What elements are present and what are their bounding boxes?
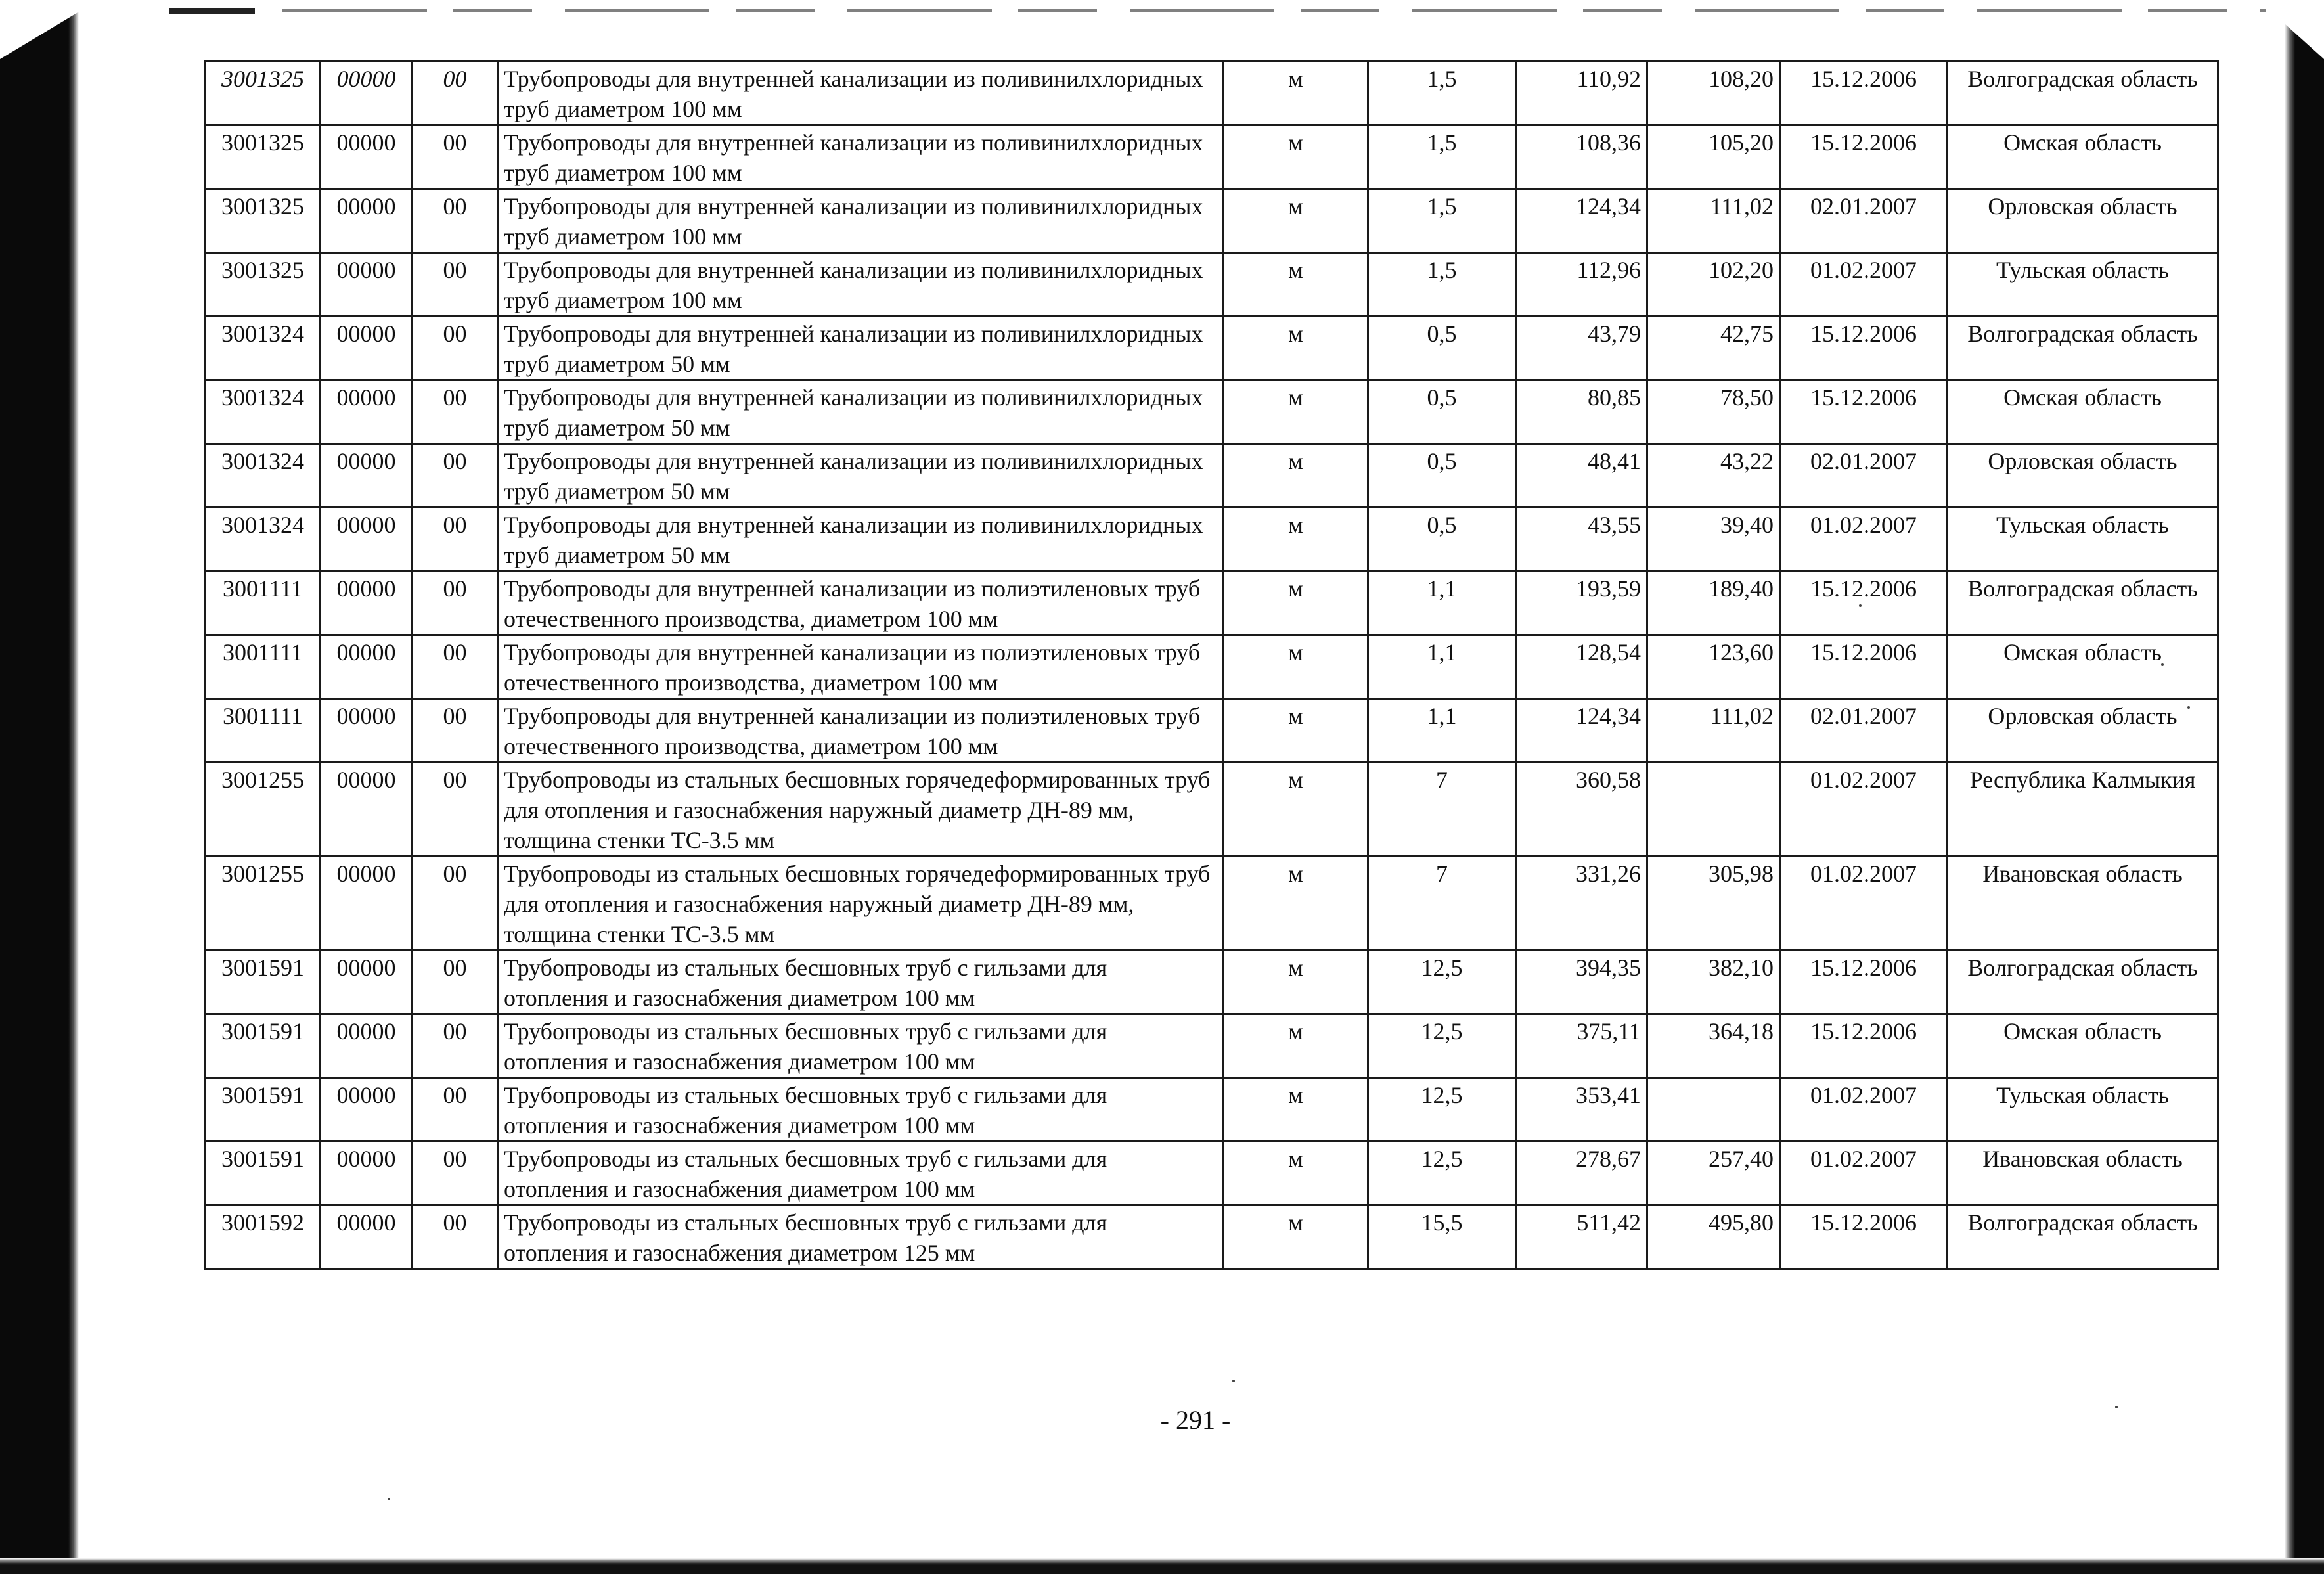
resource-code-cell: 3001255 bbox=[206, 763, 321, 857]
unit-cell: м bbox=[1224, 951, 1368, 1014]
resource-name-cell: Трубопроводы из стальных бесшовных горячедеформированных труб для отопления и газоснабжения наружный диаметр ДН-89 мм, толщина стенки ТС-3.5 мм bbox=[498, 763, 1224, 857]
table-row bbox=[206, 699, 2218, 763]
resource-name-cell: Трубопроводы для внутренней канализации из полиэтиленовых труб отечественного производства, диаметром 100 мм bbox=[498, 635, 1224, 699]
region-cell: Республика Калмыкия bbox=[1948, 763, 2218, 857]
suffix-code-cell: 00 bbox=[413, 572, 498, 635]
sub-code-cell: 00000 bbox=[321, 1014, 413, 1078]
price-cell: 278,67 bbox=[1516, 1142, 1647, 1205]
price-alt-cell: 305,98 bbox=[1647, 857, 1780, 951]
resource-code-cell: 3001111 bbox=[206, 572, 321, 635]
price-cell: 375,11 bbox=[1516, 1014, 1647, 1078]
resource-code-cell: 3001591 bbox=[206, 951, 321, 1014]
resource-code-cell: 3001591 bbox=[206, 1014, 321, 1078]
price-cell: 124,34 bbox=[1516, 189, 1647, 253]
suffix-code-cell: 00 bbox=[413, 1014, 498, 1078]
price-alt-cell: 111,02 bbox=[1647, 699, 1780, 763]
region-cell: Омская область bbox=[1948, 125, 2218, 189]
date-cell: 01.02.2007 bbox=[1780, 763, 1948, 857]
date-cell: 15.12.2006 bbox=[1780, 380, 1948, 444]
weight-cell: 12,5 bbox=[1368, 1014, 1516, 1078]
date-cell: 15.12.2006 bbox=[1780, 1014, 1948, 1078]
unit-cell: м bbox=[1224, 1142, 1368, 1205]
resource-name-cell: Трубопроводы для внутренней канализации из поливинилхлоридных труб диаметром 50 мм bbox=[498, 317, 1224, 380]
table-row bbox=[206, 572, 2218, 635]
price-alt-cell: 108,20 bbox=[1647, 62, 1780, 125]
date-cell: 15.12.2006 bbox=[1780, 951, 1948, 1014]
region-cell: Тульская область bbox=[1948, 1078, 2218, 1142]
unit-cell: м bbox=[1224, 857, 1368, 951]
table-row bbox=[206, 125, 2218, 189]
date-cell: 01.02.2007 bbox=[1780, 253, 1948, 317]
weight-cell: 1,1 bbox=[1368, 635, 1516, 699]
table-row bbox=[206, 317, 2218, 380]
scan-border-bottom bbox=[0, 1558, 2324, 1574]
region-cell: Омская область bbox=[1948, 635, 2218, 699]
date-cell: 01.02.2007 bbox=[1780, 508, 1948, 572]
resource-name-cell: Трубопроводы из стальных бесшовных труб с гильзами для отопления и газоснабжения диаметром 100 мм bbox=[498, 951, 1224, 1014]
weight-cell: 1,5 bbox=[1368, 253, 1516, 317]
price-cell: 193,59 bbox=[1516, 572, 1647, 635]
date-cell: 15.12.2006 bbox=[1780, 1205, 1948, 1269]
resource-code-cell: 3001111 bbox=[206, 635, 321, 699]
table-row bbox=[206, 189, 2218, 253]
weight-cell: 0,5 bbox=[1368, 380, 1516, 444]
weight-cell: 7 bbox=[1368, 857, 1516, 951]
table-row bbox=[206, 1142, 2218, 1205]
resource-name-cell: Трубопроводы для внутренней канализации из полиэтиленовых труб отечественного производства, диаметром 100 мм bbox=[498, 572, 1224, 635]
resource-name-cell: Трубопроводы для внутренней канализации из поливинилхлоридных труб диаметром 50 мм bbox=[498, 444, 1224, 508]
region-cell: Ивановская область bbox=[1948, 1142, 2218, 1205]
weight-cell: 1,5 bbox=[1368, 125, 1516, 189]
weight-cell: 12,5 bbox=[1368, 1142, 1516, 1205]
weight-cell: 0,5 bbox=[1368, 317, 1516, 380]
price-cell: 108,36 bbox=[1516, 125, 1647, 189]
table-row bbox=[206, 444, 2218, 508]
price-alt-cell bbox=[1647, 1078, 1780, 1142]
unit-cell: м bbox=[1224, 317, 1368, 380]
resource-code-cell: 3001592 bbox=[206, 1205, 321, 1269]
resource-name-cell: Трубопроводы для внутренней канализации из поливинилхлоридных труб диаметром 50 мм bbox=[498, 508, 1224, 572]
weight-cell: 1,5 bbox=[1368, 62, 1516, 125]
price-cell: 394,35 bbox=[1516, 951, 1647, 1014]
date-cell: 15.12.2006 bbox=[1780, 62, 1948, 125]
region-cell: Тульская область bbox=[1948, 253, 2218, 317]
table-row bbox=[206, 508, 2218, 572]
weight-cell: 0,5 bbox=[1368, 508, 1516, 572]
date-cell: 02.01.2007 bbox=[1780, 699, 1948, 763]
date-cell: 01.02.2007 bbox=[1780, 1142, 1948, 1205]
scan-top-mark bbox=[169, 8, 255, 14]
price-alt-cell: 105,20 bbox=[1647, 125, 1780, 189]
unit-cell: м bbox=[1224, 125, 1368, 189]
unit-cell: м bbox=[1224, 508, 1368, 572]
sub-code-cell: 00000 bbox=[321, 125, 413, 189]
price-alt-cell: 78,50 bbox=[1647, 380, 1780, 444]
price-table bbox=[204, 60, 2219, 1270]
suffix-code-cell: 00 bbox=[413, 635, 498, 699]
page-number: - 291 - bbox=[1160, 1405, 1231, 1435]
region-cell: Орловская область bbox=[1948, 189, 2218, 253]
resource-code-cell: 3001324 bbox=[206, 508, 321, 572]
suffix-code-cell: 00 bbox=[413, 857, 498, 951]
suffix-code-cell: 00 bbox=[413, 1142, 498, 1205]
suffix-code-cell: 00 bbox=[413, 951, 498, 1014]
date-cell: 15.12.2006 bbox=[1780, 125, 1948, 189]
sub-code-cell: 00000 bbox=[321, 699, 413, 763]
weight-cell: 0,5 bbox=[1368, 444, 1516, 508]
date-cell: 15.12.2006 bbox=[1780, 317, 1948, 380]
weight-cell: 1,5 bbox=[1368, 189, 1516, 253]
region-cell: Волгоградская область bbox=[1948, 317, 2218, 380]
price-cell: 43,55 bbox=[1516, 508, 1647, 572]
sub-code-cell: 00000 bbox=[321, 508, 413, 572]
unit-cell: м bbox=[1224, 444, 1368, 508]
table-row bbox=[206, 1205, 2218, 1269]
sub-code-cell: 00000 bbox=[321, 1078, 413, 1142]
sub-code-cell: 00000 bbox=[321, 253, 413, 317]
region-cell: Волгоградская область bbox=[1948, 951, 2218, 1014]
suffix-code-cell: 00 bbox=[413, 1205, 498, 1269]
price-cell: 331,26 bbox=[1516, 857, 1647, 951]
weight-cell: 1,1 bbox=[1368, 699, 1516, 763]
resource-code-cell: 3001325 bbox=[206, 62, 321, 125]
region-cell: Орловская область bbox=[1948, 699, 2218, 763]
suffix-code-cell: 00 bbox=[413, 380, 498, 444]
price-cell: 48,41 bbox=[1516, 444, 1647, 508]
suffix-code-cell: 00 bbox=[413, 508, 498, 572]
unit-cell: м bbox=[1224, 62, 1368, 125]
region-cell: Тульская область bbox=[1948, 508, 2218, 572]
suffix-code-cell: 00 bbox=[413, 444, 498, 508]
resource-name-cell: Трубопроводы для внутренней канализации из поливинилхлоридных труб диаметром 100 мм bbox=[498, 125, 1224, 189]
resource-code-cell: 3001324 bbox=[206, 317, 321, 380]
resource-code-cell: 3001325 bbox=[206, 253, 321, 317]
date-cell: 02.01.2007 bbox=[1780, 444, 1948, 508]
unit-cell: м bbox=[1224, 635, 1368, 699]
resource-code-cell: 3001324 bbox=[206, 444, 321, 508]
weight-cell: 12,5 bbox=[1368, 1078, 1516, 1142]
price-cell: 110,92 bbox=[1516, 62, 1647, 125]
date-cell: 01.02.2007 bbox=[1780, 1078, 1948, 1142]
resource-name-cell: Трубопроводы для внутренней канализации из полиэтиленовых труб отечественного производства, диаметром 100 мм bbox=[498, 699, 1224, 763]
price-alt-cell: 382,10 bbox=[1647, 951, 1780, 1014]
table-row bbox=[206, 253, 2218, 317]
region-cell: Волгоградская область bbox=[1948, 1205, 2218, 1269]
suffix-code-cell: 00 bbox=[413, 763, 498, 857]
price-alt-cell: 364,18 bbox=[1647, 1014, 1780, 1078]
sub-code-cell: 00000 bbox=[321, 951, 413, 1014]
region-cell: Орловская область bbox=[1948, 444, 2218, 508]
scan-border-right bbox=[2285, 0, 2324, 1574]
resource-code-cell: 3001111 bbox=[206, 699, 321, 763]
suffix-code-cell: 00 bbox=[413, 699, 498, 763]
suffix-code-cell: 00 bbox=[413, 125, 498, 189]
weight-cell: 1,1 bbox=[1368, 572, 1516, 635]
price-alt-cell: 39,40 bbox=[1647, 508, 1780, 572]
resource-code-cell: 3001325 bbox=[206, 125, 321, 189]
suffix-code-cell: 00 bbox=[413, 189, 498, 253]
price-cell: 112,96 bbox=[1516, 253, 1647, 317]
sub-code-cell: 00000 bbox=[321, 317, 413, 380]
table-row bbox=[206, 635, 2218, 699]
resource-code-cell: 3001324 bbox=[206, 380, 321, 444]
resource-name-cell: Трубопроводы для внутренней канализации из поливинилхлоридных труб диаметром 100 мм bbox=[498, 189, 1224, 253]
resource-name-cell: Трубопроводы из стальных бесшовных труб с гильзами для отопления и газоснабжения диаметром 100 мм bbox=[498, 1078, 1224, 1142]
sub-code-cell: 00000 bbox=[321, 189, 413, 253]
resource-code-cell: 3001591 bbox=[206, 1078, 321, 1142]
table-row bbox=[206, 857, 2218, 951]
resource-name-cell: Трубопроводы для внутренней канализации из поливинилхлоридных труб диаметром 100 мм bbox=[498, 62, 1224, 125]
suffix-code-cell: 00 bbox=[413, 62, 498, 125]
table-row bbox=[206, 1014, 2218, 1078]
date-cell: 15.12.2006 bbox=[1780, 572, 1948, 635]
resource-code-cell: 3001591 bbox=[206, 1142, 321, 1205]
price-cell: 128,54 bbox=[1516, 635, 1647, 699]
region-cell: Омская область bbox=[1948, 1014, 2218, 1078]
weight-cell: 15,5 bbox=[1368, 1205, 1516, 1269]
resource-code-cell: 3001325 bbox=[206, 189, 321, 253]
table-row bbox=[206, 1078, 2218, 1142]
sub-code-cell: 00000 bbox=[321, 1205, 413, 1269]
table-row bbox=[206, 763, 2218, 857]
region-cell: Омская область bbox=[1948, 380, 2218, 444]
date-cell: 15.12.2006 bbox=[1780, 635, 1948, 699]
resource-code-cell: 3001255 bbox=[206, 857, 321, 951]
sub-code-cell: 00000 bbox=[321, 572, 413, 635]
unit-cell: м bbox=[1224, 380, 1368, 444]
sub-code-cell: 00000 bbox=[321, 1142, 413, 1205]
unit-cell: м bbox=[1224, 1078, 1368, 1142]
suffix-code-cell: 00 bbox=[413, 317, 498, 380]
date-cell: 01.02.2007 bbox=[1780, 857, 1948, 951]
sub-code-cell: 00000 bbox=[321, 444, 413, 508]
weight-cell: 12,5 bbox=[1368, 951, 1516, 1014]
price-alt-cell: 495,80 bbox=[1647, 1205, 1780, 1269]
unit-cell: м bbox=[1224, 189, 1368, 253]
date-cell: 02.01.2007 bbox=[1780, 189, 1948, 253]
price-alt-cell: 102,20 bbox=[1647, 253, 1780, 317]
scan-top-line bbox=[171, 9, 2266, 12]
price-cell: 43,79 bbox=[1516, 317, 1647, 380]
price-alt-cell: 189,40 bbox=[1647, 572, 1780, 635]
price-cell: 360,58 bbox=[1516, 763, 1647, 857]
price-alt-cell: 123,60 bbox=[1647, 635, 1780, 699]
resource-name-cell: Трубопроводы из стальных бесшовных горячедеформированных труб для отопления и газоснабжения наружный диаметр ДН-89 мм, толщина стенки ТС-3.5 мм bbox=[498, 857, 1224, 951]
table-row bbox=[206, 951, 2218, 1014]
table-row bbox=[206, 62, 2218, 125]
table-row bbox=[206, 380, 2218, 444]
suffix-code-cell: 00 bbox=[413, 253, 498, 317]
sub-code-cell: 00000 bbox=[321, 380, 413, 444]
resource-name-cell: Трубопроводы для внутренней канализации из поливинилхлоридных труб диаметром 100 мм bbox=[498, 253, 1224, 317]
region-cell: Волгоградская область bbox=[1948, 62, 2218, 125]
unit-cell: м bbox=[1224, 1014, 1368, 1078]
region-cell: Волгоградская область bbox=[1948, 572, 2218, 635]
price-table-body bbox=[206, 62, 2218, 1269]
price-cell: 124,34 bbox=[1516, 699, 1647, 763]
suffix-code-cell: 00 bbox=[413, 1078, 498, 1142]
resource-name-cell: Трубопроводы для внутренней канализации из поливинилхлоридных труб диаметром 50 мм bbox=[498, 380, 1224, 444]
price-alt-cell: 43,22 bbox=[1647, 444, 1780, 508]
unit-cell: м bbox=[1224, 763, 1368, 857]
sub-code-cell: 00000 bbox=[321, 763, 413, 857]
price-cell: 511,42 bbox=[1516, 1205, 1647, 1269]
price-alt-cell: 111,02 bbox=[1647, 189, 1780, 253]
resource-name-cell: Трубопроводы из стальных бесшовных труб с гильзами для отопления и газоснабжения диаметром 100 мм bbox=[498, 1014, 1224, 1078]
unit-cell: м bbox=[1224, 572, 1368, 635]
unit-cell: м bbox=[1224, 1205, 1368, 1269]
scan-border-left bbox=[0, 0, 79, 1574]
sub-code-cell: 00000 bbox=[321, 62, 413, 125]
price-alt-cell: 257,40 bbox=[1647, 1142, 1780, 1205]
unit-cell: м bbox=[1224, 253, 1368, 317]
unit-cell: м bbox=[1224, 699, 1368, 763]
resource-name-cell: Трубопроводы из стальных бесшовных труб с гильзами для отопления и газоснабжения диаметром 125 мм bbox=[498, 1205, 1224, 1269]
region-cell: Ивановская область bbox=[1948, 857, 2218, 951]
price-alt-cell: 42,75 bbox=[1647, 317, 1780, 380]
price-cell: 353,41 bbox=[1516, 1078, 1647, 1142]
weight-cell: 7 bbox=[1368, 763, 1516, 857]
price-alt-cell bbox=[1647, 763, 1780, 857]
sub-code-cell: 00000 bbox=[321, 635, 413, 699]
resource-name-cell: Трубопроводы из стальных бесшовных труб с гильзами для отопления и газоснабжения диаметром 100 мм bbox=[498, 1142, 1224, 1205]
price-cell: 80,85 bbox=[1516, 380, 1647, 444]
sub-code-cell: 00000 bbox=[321, 857, 413, 951]
